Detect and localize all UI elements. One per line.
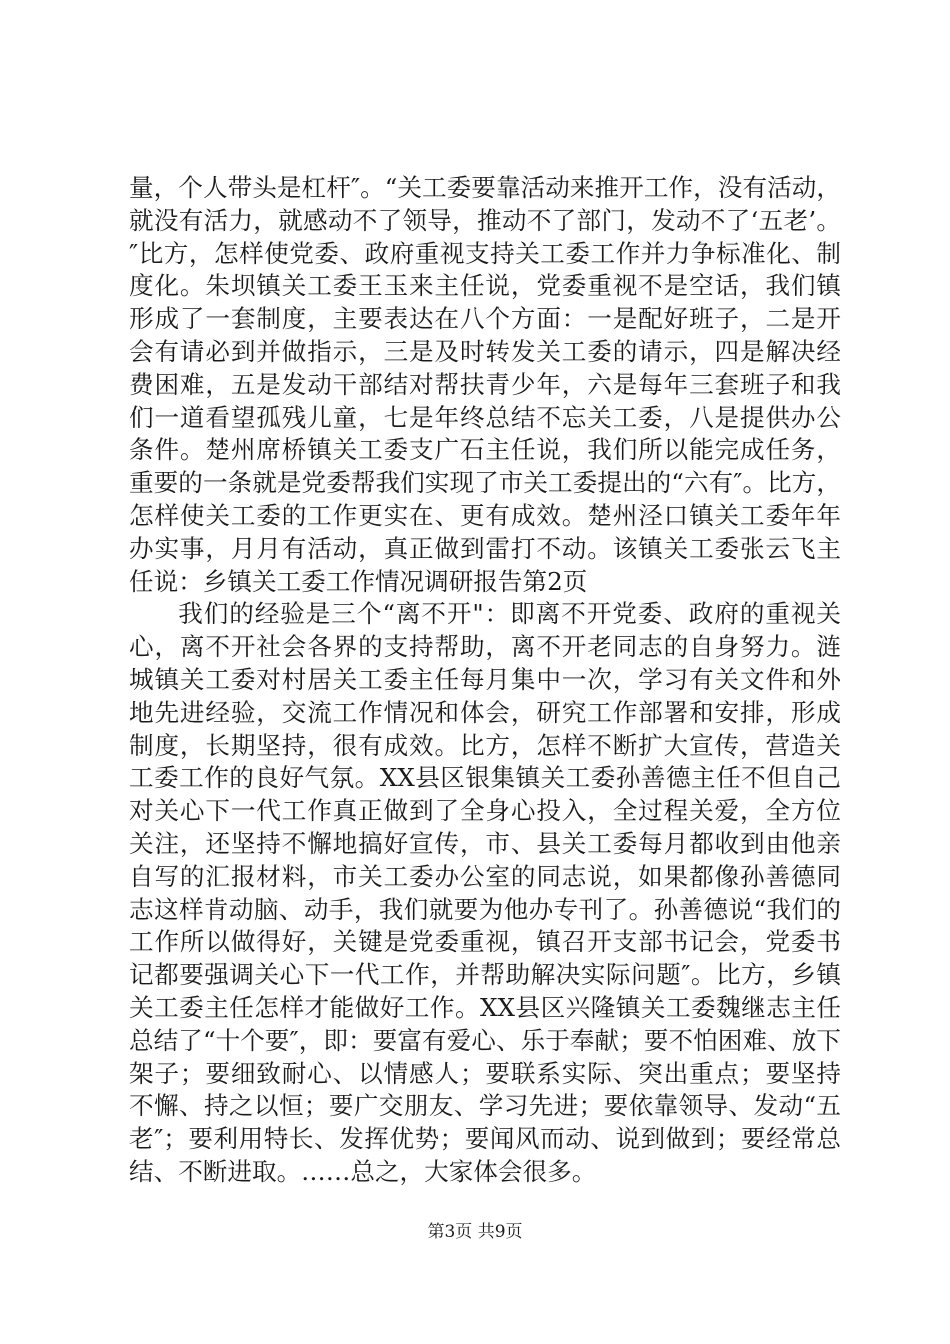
paragraph-1: 量，个人带头是杠杆″。“关工委要靠活动来推开工作，没有活动，就没有活力，就感动不了领导，推动不了部门，发动不了‘五老’。″比方，怎样使党委、政府重视支持关工委工作并力争标准化、制度化。朱坝镇关工委王玉来主任说，党委重视不是空话，我们镇形成了一套制度，主要表达在八个方面：一是配好班子，二是开会有请必到并做指示，三是及时转发关工委的请示，四是解决经费困难，五是发动干部结对帮扶青少年，六是每年三套班子和我们一道看望孤残儿童，七是年终总结不忘关工委，八是提供办公条件。楚州席桥镇关工委支广石主任说，我们所以能完成任务，重要的一条就是党委帮我们实现了市关工委提出的“六有″。比方，怎样使关工委的工作更实在、更有成效。楚州泾口镇关工委年年办实事，月月有活动，真正做到雷打不动。该镇关工委张云飞主任说：乡镇关工委工作情况调研报告第2页 (129, 173, 841, 596)
page-number-footer: 第3页 共9页 (427, 1222, 523, 1242)
paragraph-2: 我们的经验是三个“离不开"：即离不开党委、政府的重视关心，离不开社会各界的支持帮助，离不开老同志的自身努力。涟城镇关工委对村居关工委主任每月集中一次，学习有关文件和外地先进经验，交流工作情况和体会，研究工作部署和安排，形成制度，长期坚持，很有成效。比方，怎样不断扩大宣传，营造关工委工作的良好气氛。XX县区银集镇关工委孙善德主任不但自己对关心下一代工作真正做到了全身心投入，全过程关爱，全方位关注，还坚持不懈地搞好宣传，市、县关工委每月都收到由他亲自写的汇报材料，市关工委办公室的同志说，如果都像孙善德同志这样肯动脑、动手，我们就要为他办专刊了。孙善德说“我们的工作所以做得好，关键是党委重视，镇召开支部书记会，党委书记都要强调关心下一代工作，并帮助解决实际问题″。比方，乡镇关工委主任怎样才能做好工作。XX县区兴隆镇关工委魏继志主任总结了“十个要″，即：要富有爱心、乐于奉献；要不怕困难、放下架子；要细致耐心、以情感人；要联系实际、突出重点；要坚持不懈、持之以恒；要广交朋友、学习先进；要依靠领导、发动“五老″；要利用特长、发挥优势；要闻风而动、说到做到；要经常总结、不断进取。……总之，大家体会很多。 (129, 599, 841, 1186)
document-body (129, 172, 841, 1189)
